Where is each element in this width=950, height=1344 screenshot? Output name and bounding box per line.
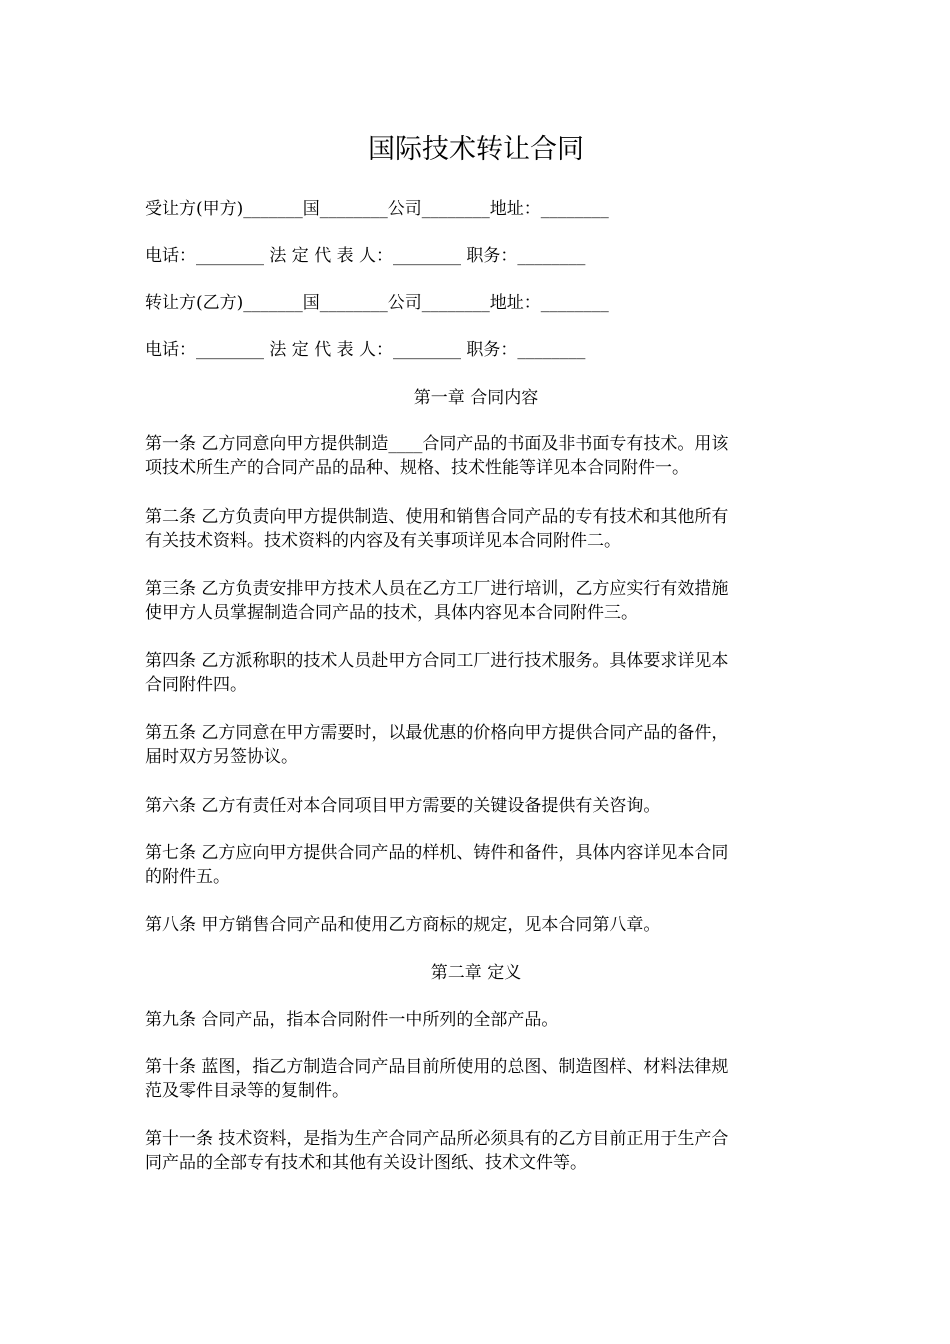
article-7 bbox=[145, 841, 807, 889]
article-10-line-1: 第十条 蓝图，指乙方制造合同产品目前所使用的总图、制造图样、材料法律规 bbox=[145, 1057, 729, 1077]
party-a-contact-line: 电话：________ 法 定 代 表 人：________ 职务：________ bbox=[145, 246, 586, 266]
article-3-line-1: 第三条 乙方负责安排甲方技术人员在乙方工厂进行培训，乙方应实行有效措施 bbox=[145, 579, 729, 599]
article-7-line-2: 的附件五。 bbox=[145, 867, 230, 887]
article-9-line-1: 第九条 合同产品，指本合同附件一中所列的全部产品。 bbox=[145, 1010, 559, 1030]
article-1-line-2: 项技术所生产的合同产品的品种、规格、技术性能等详见本合同附件一。 bbox=[145, 458, 689, 478]
article-10-line-2: 范及零件目录等的复制件。 bbox=[145, 1081, 349, 1101]
article-10 bbox=[145, 1055, 807, 1103]
article-8-line-1: 第八条 甲方销售合同产品和使用乙方商标的规定，见本合同第八章。 bbox=[145, 915, 661, 935]
article-2 bbox=[145, 505, 807, 553]
article-5-line-2: 届时双方另签协议。 bbox=[145, 747, 298, 767]
article-4-line-2: 合同附件四。 bbox=[145, 675, 247, 695]
document-title: 国际技术转让合同 bbox=[368, 134, 584, 165]
party-a-line: 受让方(甲方)_______国________公司________地址：________ bbox=[145, 199, 609, 219]
article-11 bbox=[145, 1127, 807, 1175]
article-2-line-2: 有关技术资料。技术资料的内容及有关事项详见本合同附件二。 bbox=[145, 531, 621, 551]
article-9 bbox=[145, 1008, 807, 1032]
chapter-2-heading: 第二章 定义 bbox=[430, 963, 522, 983]
article-6-line-1: 第六条 乙方有责任对本合同项目甲方需要的关键设备提供有关咨询。 bbox=[145, 796, 661, 816]
party-b-contact-line: 电话：________ 法 定 代 表 人：________ 职务：________ bbox=[145, 340, 586, 360]
article-5 bbox=[145, 721, 807, 769]
party-b-line: 转让方(乙方)_______国________公司________地址：________ bbox=[145, 293, 609, 313]
article-6 bbox=[145, 794, 807, 818]
article-3-line-2: 使甲方人员掌握制造合同产品的技术，具体内容见本合同附件三。 bbox=[145, 603, 638, 623]
article-3 bbox=[145, 577, 807, 625]
article-7-line-1: 第七条 乙方应向甲方提供合同产品的样机、铸件和备件，具体内容详见本合同 bbox=[145, 843, 729, 863]
article-2-line-1: 第二条 乙方负责向甲方提供制造、使用和销售合同产品的专有技术和其他所有 bbox=[145, 507, 729, 527]
article-4 bbox=[145, 649, 807, 697]
article-1 bbox=[145, 432, 807, 480]
article-11-line-2: 同产品的全部专有技术和其他有关设计图纸、技术文件等。 bbox=[145, 1153, 587, 1173]
article-4-line-1: 第四条 乙方派称职的技术人员赴甲方合同工厂进行技术服务。具体要求详见本 bbox=[145, 651, 729, 671]
article-11-line-1: 第十一条 技术资料，是指为生产合同产品所必须具有的乙方目前正用于生产合 bbox=[145, 1129, 729, 1149]
article-5-line-1: 第五条 乙方同意在甲方需要时，以最优惠的价格向甲方提供合同产品的备件， bbox=[145, 723, 729, 743]
article-8 bbox=[145, 913, 807, 937]
article-1-line-1: 第一条 乙方同意向甲方提供制造____合同产品的书面及非书面专有技术。用该 bbox=[145, 434, 729, 454]
chapter-1-heading: 第一章 合同内容 bbox=[413, 388, 539, 408]
